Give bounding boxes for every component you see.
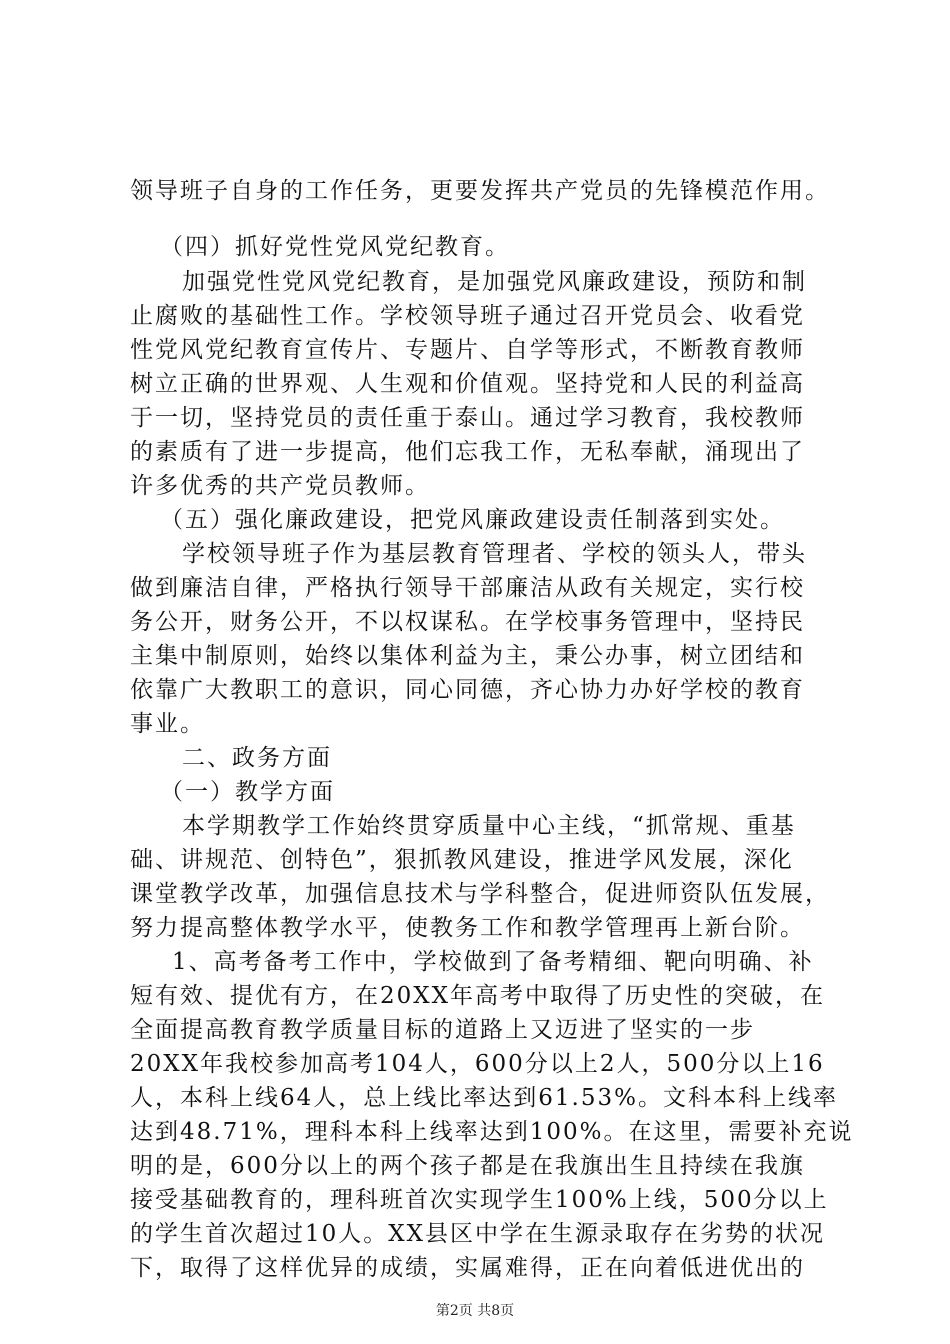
paragraph-line: 主集中制原则，始终以集体利益为主，秉公办事，树立团结和 bbox=[130, 643, 805, 669]
paragraph-line: 20XX年我校参加高考104人，600分以上2人，500分以上16 bbox=[130, 1051, 825, 1077]
paragraph-line: 1、高考备考工作中，学校做到了备考精细、靶向明确、补 bbox=[172, 949, 814, 975]
paragraph-line: 事业。 bbox=[130, 711, 205, 737]
section-heading: （一）教学方面 bbox=[160, 779, 335, 805]
paragraph-line: 的学生首次超过10人。XX县区中学在生源录取存在劣势的状况 bbox=[130, 1221, 826, 1247]
section-heading: （五）强化廉政建设，把党风廉政建设责任制落到实处。 bbox=[160, 507, 785, 533]
paragraph-line: 性党风党纪教育宣传片、专题片、自学等形式，不断教育教师 bbox=[130, 337, 805, 363]
paragraph-line: 务公开，财务公开，不以权谋私。在学校事务管理中，坚持民 bbox=[130, 609, 805, 635]
paragraph-line: 接受基础教育的，理科班首次实现学生100%上线，500分以上 bbox=[130, 1187, 829, 1213]
paragraph-line: 明的是，600分以上的两个孩子都是在我旗出生且持续在我旗 bbox=[130, 1153, 805, 1179]
section-heading: （四）抓好党性党风党纪教育。 bbox=[160, 234, 510, 260]
paragraph-line: 树立正确的世界观、人生观和价值观。坚持党和人民的利益高 bbox=[130, 371, 805, 397]
paragraph-line: 于一切，坚持党员的责任重于泰山。通过学习教育，我校教师 bbox=[130, 405, 805, 431]
paragraph-line: 短有效、提优有方，在20XX年高考中取得了历史性的突破，在 bbox=[130, 983, 826, 1009]
paragraph-line: 课堂教学改革，加强信息技术与学科整合，促进师资队伍发展， bbox=[130, 881, 830, 907]
paragraph-line: 人，本科上线64人，总上线比率达到61.53%。文科本科上线率 bbox=[130, 1085, 838, 1111]
text-line: 领导班子自身的工作任务，更要发挥共产党员的先锋模范作用。 bbox=[130, 178, 830, 204]
paragraph-line: 全面提高教育教学质量目标的道路上又迈进了坚实的一步 bbox=[130, 1017, 755, 1043]
paragraph-line: 止腐败的基础性工作。学校领导班子通过召开党员会、收看党 bbox=[130, 303, 805, 329]
paragraph-line: 的素质有了进一步提高，他们忘我工作，无私奉献，涌现出了 bbox=[130, 439, 805, 465]
paragraph-line: 做到廉洁自律，严格执行领导干部廉洁从政有关规定，实行校 bbox=[130, 575, 805, 601]
paragraph-line: 达到48.71%，理科本科上线率达到100%。在这里，需要补充说 bbox=[130, 1119, 854, 1145]
paragraph-line: 加强党性党风党纪教育，是加强党风廉政建设，预防和制 bbox=[182, 269, 807, 295]
paragraph-line: 下，取得了这样优异的成绩，实属难得，正在向着低进优出的 bbox=[130, 1255, 805, 1281]
section-heading: 二、政务方面 bbox=[182, 745, 332, 771]
paragraph-line: 学校领导班子作为基层教育管理者、学校的领头人，带头 bbox=[182, 541, 807, 567]
paragraph-line: 努力提高整体教学水平，使教务工作和教学管理再上新台阶。 bbox=[130, 915, 805, 941]
paragraph-line: 许多优秀的共产党员教师。 bbox=[130, 473, 430, 499]
page-footer: 第2页 共8页 bbox=[435, 1303, 515, 1319]
paragraph-line: 本学期教学工作始终贯穿质量中心主线，“抓常规、重基 bbox=[182, 813, 796, 839]
paragraph-line: 础、讲规范、创特色”，狠抓教风建设，推进学风发展，深化 bbox=[130, 847, 794, 873]
paragraph-line: 依靠广大教职工的意识，同心同德，齐心协力办好学校的教育 bbox=[130, 677, 805, 703]
